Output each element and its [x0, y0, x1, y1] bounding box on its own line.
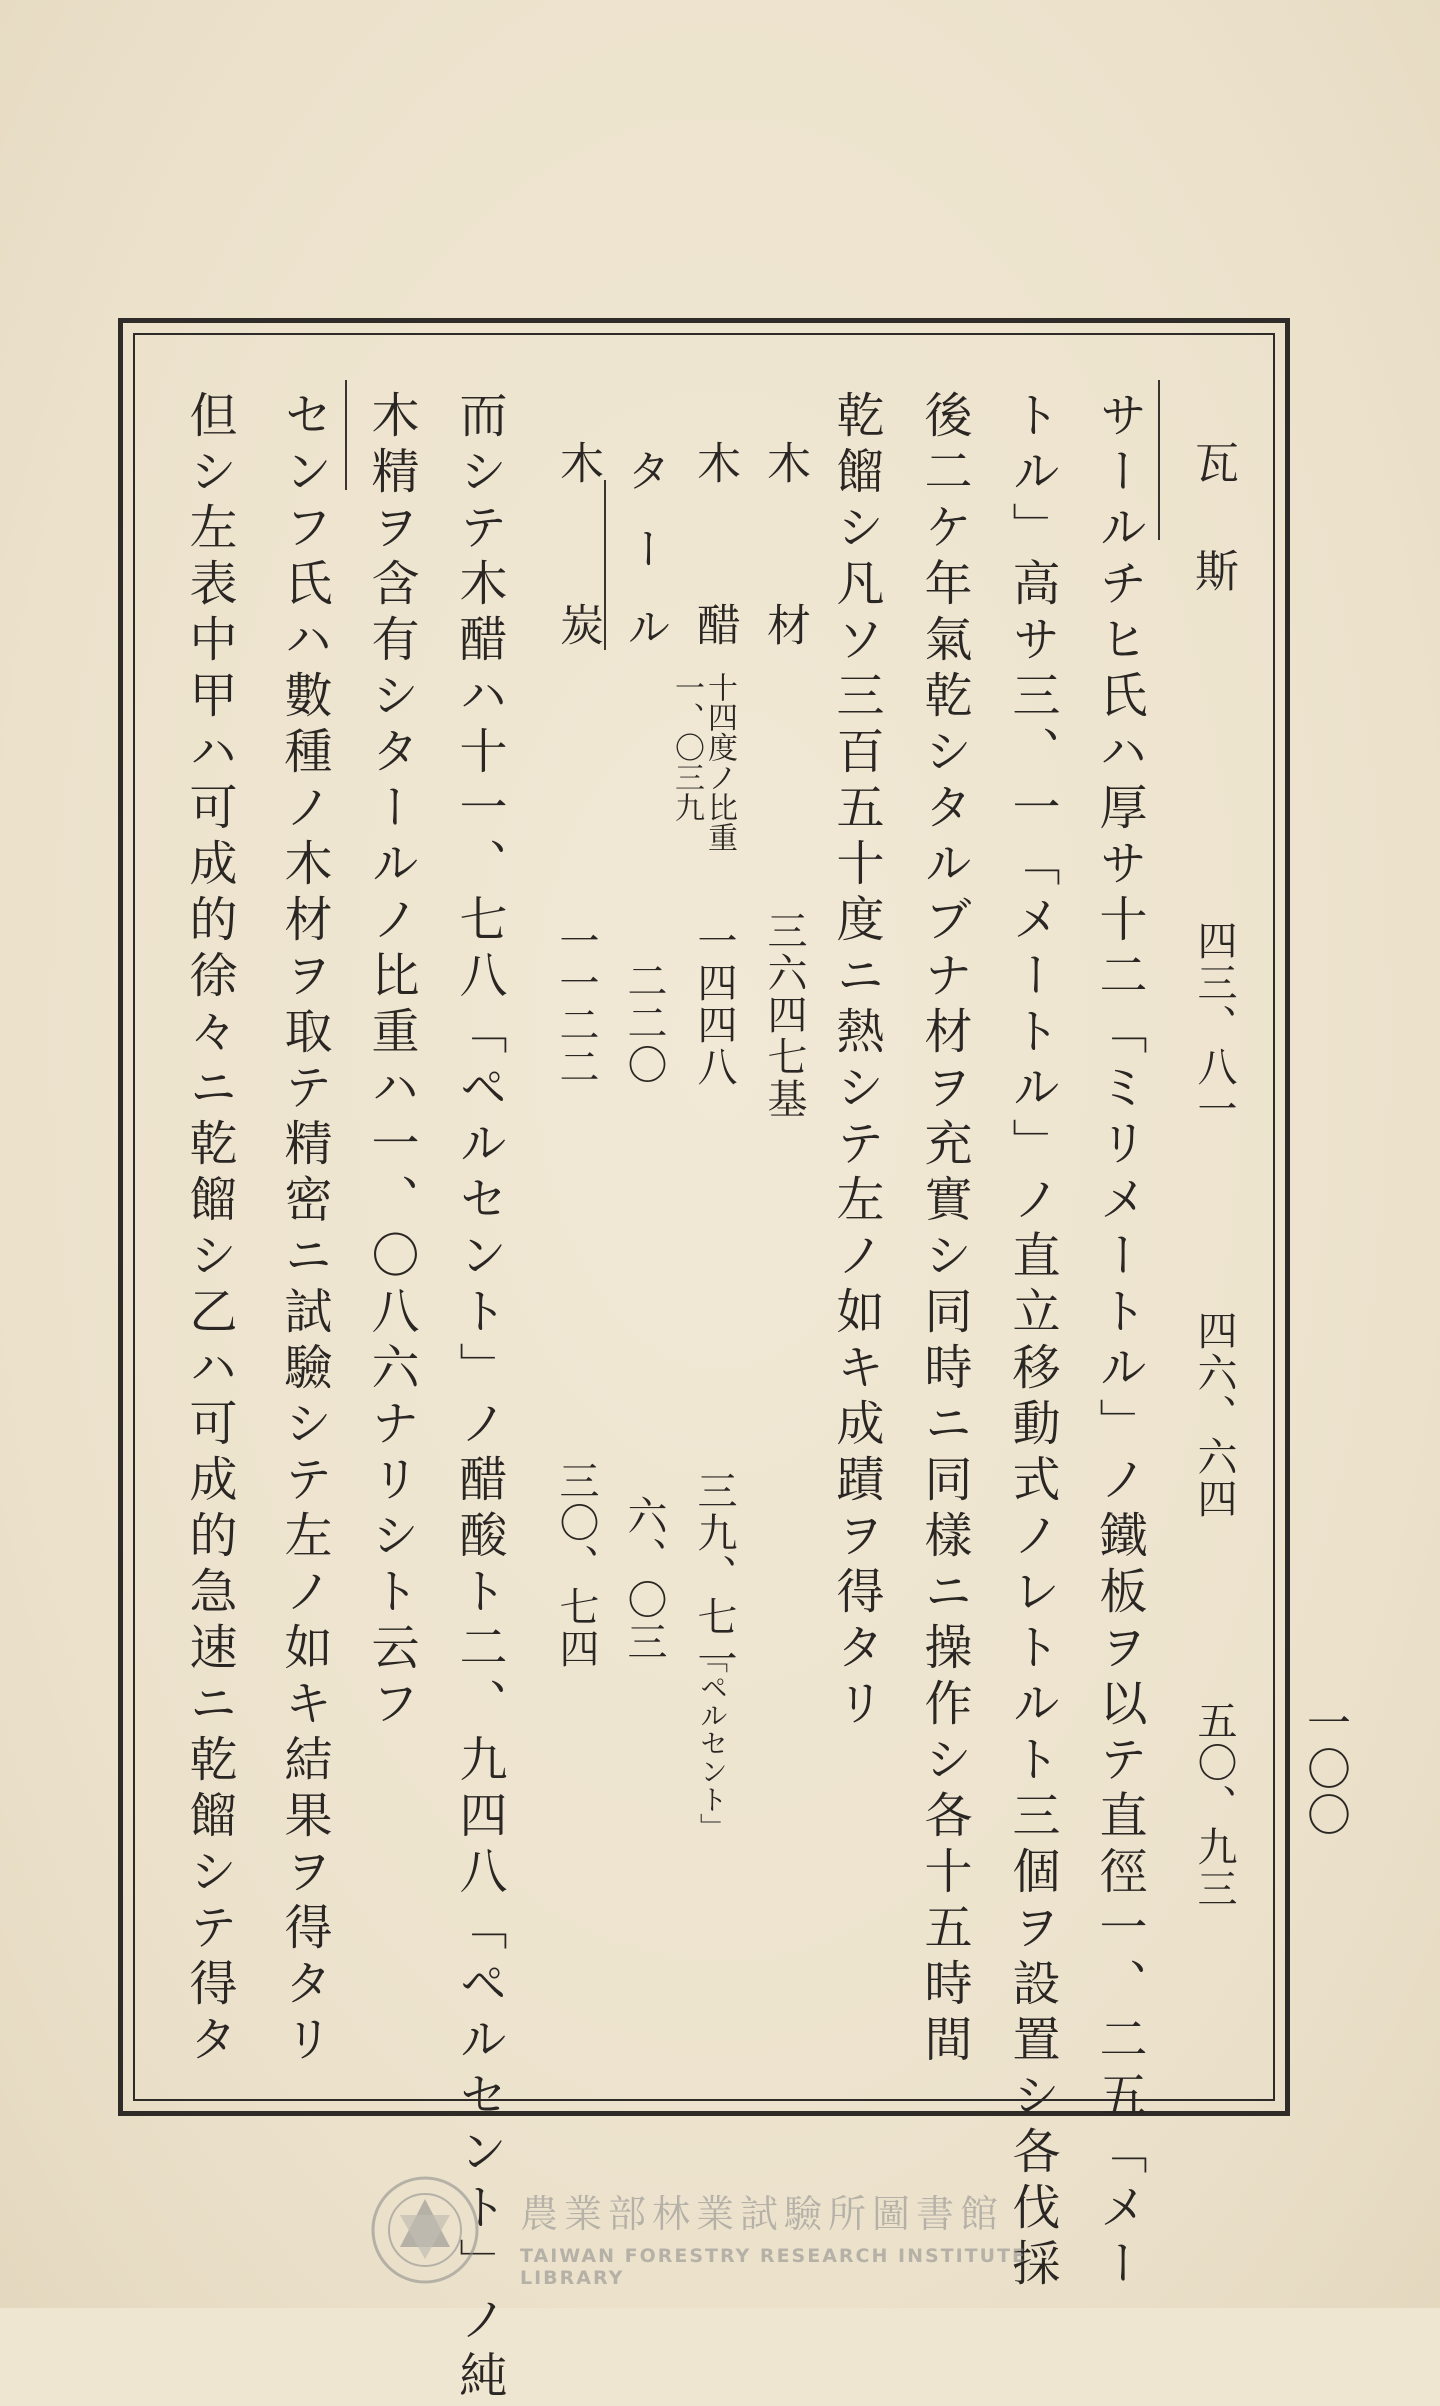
result-label-vinegar: 木 醋	[689, 440, 740, 656]
result-label-charcoal: 木 炭	[552, 440, 603, 656]
result-label-tar: タ ー ル	[619, 448, 670, 658]
result-vinegar-note: 十四度ノ比重 一、〇三九	[669, 672, 737, 852]
result-vinegar-value: 一四四八	[691, 920, 737, 1088]
gas-value-2: 四六、六四	[1191, 1310, 1237, 1520]
body-column-4: 乾餾シ凡ソ三百五十度ニ熱シテ左ノ如キ成蹟ヲ得タリ	[828, 390, 884, 1734]
result-tar-value: 二二〇	[621, 960, 667, 1086]
result-charcoal-value: 一一二二	[553, 920, 599, 1088]
after-column-1: 而シテ木醋ハ十一、七八「ペルセント」ノ醋酸ト二、九四八「ペルセント」ノ純	[451, 390, 507, 2406]
result-tar-percent: 六、〇三	[621, 1495, 667, 1663]
library-seal-icon	[370, 2175, 480, 2285]
after-column-3: センフ氏ハ數種ノ木材ヲ取テ精密ニ試驗シテ左ノ如キ結果ヲ得タリ	[276, 390, 332, 2070]
body-column-3: 後二ケ年氣乾シタルブナ材ヲ充實シ同時ニ同樣ニ操作シ各十五時間	[916, 390, 972, 2070]
library-watermark	[370, 2175, 1090, 2295]
result-charcoal-percent: 三〇、七四	[553, 1460, 599, 1670]
result-vinegar-percent-unit: 「ペルセント」	[696, 1645, 729, 1841]
gas-value-3: 五〇、九三	[1191, 1700, 1237, 1910]
body-column-1: サールチヒ氏ハ厚サ十二「ミリメートル」ノ鐵板ヲ以テ直徑一、二五「メー	[1091, 390, 1147, 2294]
watermark-title: 農業部林業試驗所圖書館	[520, 2192, 1005, 2236]
watermark-subtitle: TAIWAN FORESTRY RESEARCH INSTITUTE LIBRARY	[520, 2245, 1028, 2289]
body-column-2: トル」高サ三、一「メートル」ノ直立移動式ノレトルト三個ヲ設置シ各伐採	[1004, 390, 1060, 2294]
after-column-4: 但シ左表中甲ハ可成的徐々ニ乾餾シ乙ハ可成的急速ニ乾餾シテ得タ	[181, 390, 237, 2070]
page-number: 一〇〇	[1299, 1700, 1350, 1838]
gas-row-label: 瓦 斯	[1187, 440, 1238, 602]
result-vinegar-percent: 三九、七一	[691, 1470, 737, 1680]
gas-value-1: 四三、八一	[1191, 920, 1237, 1130]
result-wood-value: 三六四七基	[761, 910, 807, 1120]
after-column-2: 木精ヲ含有シタールノ比重ハ一、〇八六ナリシト云フ	[363, 390, 419, 1734]
senff-marker-line	[345, 380, 347, 490]
paragraph-marker-line	[1158, 380, 1160, 540]
result-label-wood: 木 材	[759, 440, 810, 656]
